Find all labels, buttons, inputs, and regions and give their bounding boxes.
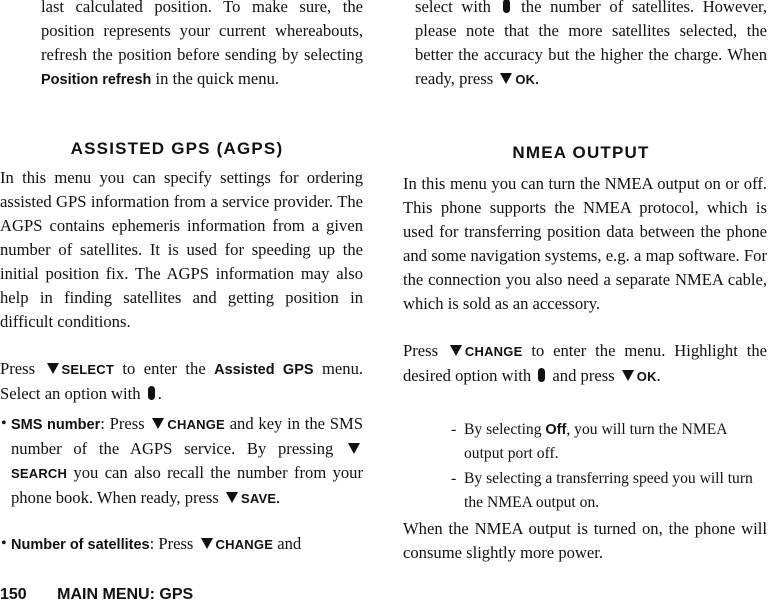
- bullet-dot: •: [1, 415, 7, 432]
- bullet-number-of-satellites: Number of satellites: Press CHANGE and: [11, 534, 302, 553]
- right-power-note: When the NMEA output is turned on, the phone will consume slightly more power.: [403, 519, 767, 562]
- page-number: 150: [0, 586, 27, 603]
- softkey-icon: [347, 441, 361, 455]
- off-term: Off: [545, 422, 567, 438]
- scroll-key-icon: [147, 385, 156, 401]
- scroll-key-icon: [502, 0, 511, 14]
- dash-item-transfer-speed: By selecting a transferring speed you will turn the NMEA output on.: [464, 470, 753, 511]
- page-footer: [0, 586, 193, 604]
- heading-assisted-gps: ASSISTED GPS (AGPS): [70, 139, 284, 158]
- softkey-icon: [225, 490, 239, 504]
- softkey-icon: [200, 536, 214, 550]
- left-agps-description: In this menu you can specify settings for ordering assisted GPS information from a service provider. The AGPS contains ephemeris information from a given number of satellites. It is used for speeding up the initial position fix. The AGPS information may also help in finding satellites and getting position in difficult conditions.: [0, 168, 363, 331]
- softkey-icon: [449, 343, 463, 357]
- softkey-icon: [621, 368, 635, 382]
- left-select-instruction: Press SELECT to enter the Assisted GPS menu. Select an option with .: [0, 359, 364, 403]
- right-change-instruction: Press CHANGE to enter the menu. Highlight the desired option with and press OK.: [403, 341, 767, 385]
- bullet-sms-number: SMS number: Press CHANGE and key in the SMS number of the AGPS service. By pressing SEARCH you can also recall the number from your phone book. When ready, press SAVE.: [11, 414, 363, 507]
- softkey-icon: [46, 361, 60, 375]
- bullet-dot: •: [1, 535, 7, 552]
- right-nmea-description: In this menu you can turn the NMEA output on or off. This phone supports the NMEA protocol, which is used for transferring position data between the phone and some navigation systems, e.g. a map software. For the connection you also need a separate NMEA cable, which is sold as an accessory.: [403, 174, 767, 313]
- section-title: MAIN MENU: GPS: [57, 586, 194, 603]
- dash-marker: -: [451, 470, 457, 487]
- heading-nmea-output: NMEA OUTPUT: [512, 143, 650, 162]
- left-intro: last calculated position. To make sure, the position represents your current whereabouts, refresh the position before sending by selecting Position refresh in the quick menu.: [41, 0, 363, 88]
- number-of-satellites-term: Number of satellites: [11, 537, 150, 553]
- softkey-icon: [151, 416, 165, 430]
- dash-item-off: By selecting Off, you will turn the NMEA output port off.: [464, 421, 727, 462]
- position-refresh-term: Position refresh: [41, 72, 152, 88]
- scroll-key-icon: [537, 367, 546, 383]
- dash-marker: -: [451, 421, 457, 438]
- right-satellites-continued: select with the number of satellites. However, please note that the more satellites selected, the better the accuracy but the higher the charge. When ready, press OK.: [415, 0, 767, 88]
- softkey-icon: [499, 71, 513, 85]
- sms-number-term: SMS number: [11, 417, 101, 433]
